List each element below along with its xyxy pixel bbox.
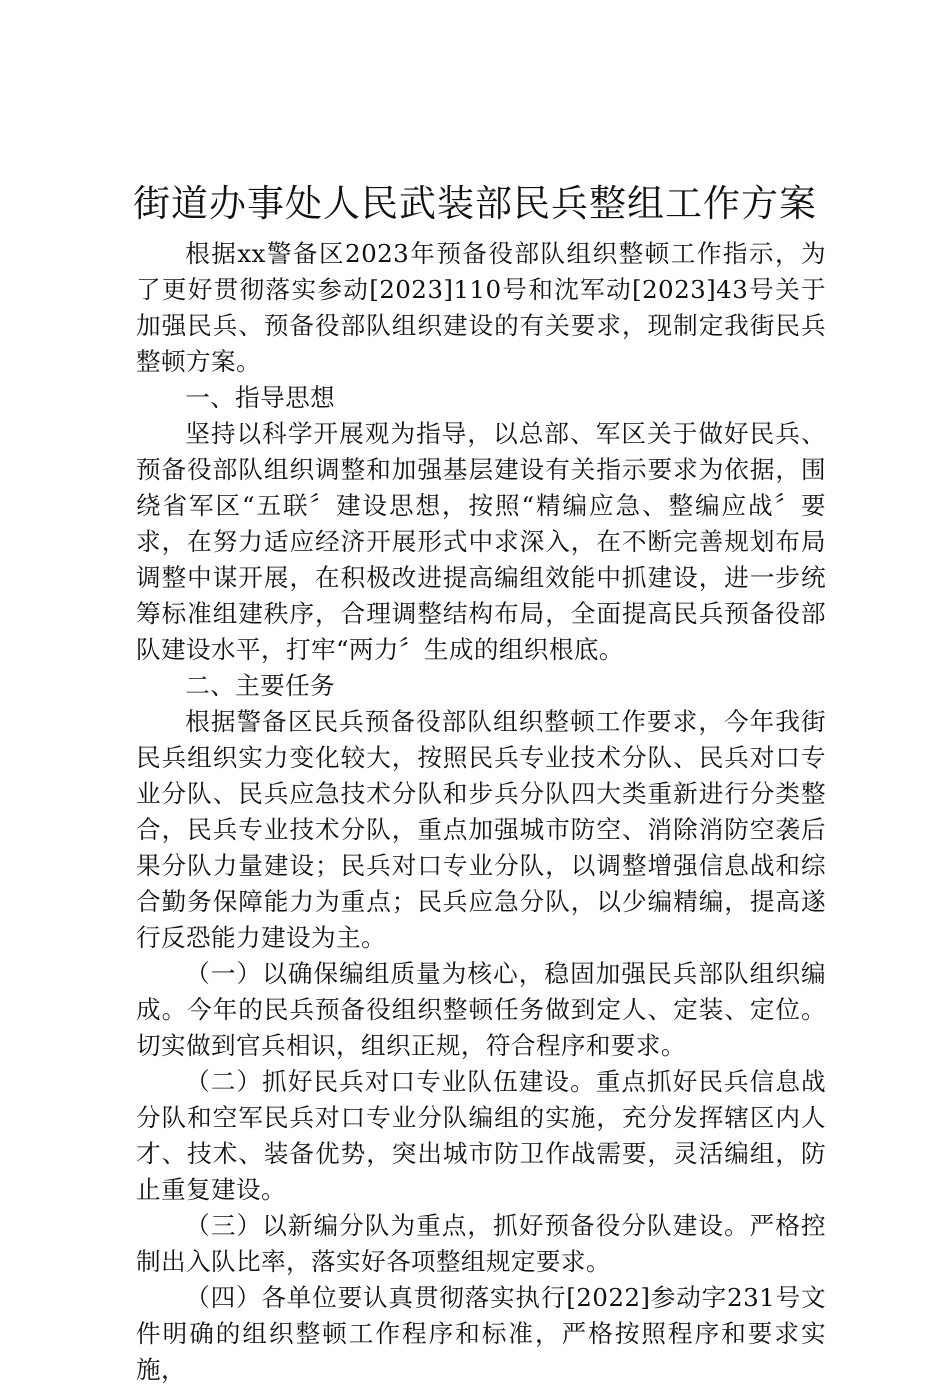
paragraph-task-2: （二）抓好民兵对口专业队伍建设。重点抓好民兵信息战分队和空军民兵对口专业分队编组的实施，充分发挥辖区内人才、技术、装备优势，突出城市防卫作战需要，灵活编组，防止重复建设。: [136, 1067, 826, 1204]
paragraph-intro: 根据xx警备区2023年预备役部队组织整顿工作指示，为了更好贯彻落实参动[2023]110号和沈军动[2023]43号关于加强民兵、预备役部队组织建设的有关要求，现制定我街民兵整顿方案。: [136, 239, 826, 376]
heading-main-tasks: 二、主要任务: [185, 671, 336, 700]
paragraph-task-3: （三）以新编分队为重点，抓好预备役分队建设。严格控制出入队比率，落实好各项整组规定要求。: [136, 1211, 826, 1276]
paragraph-guiding-ideology: 坚持以科学开展观为指导，以总部、军区关于做好民兵、预备役部队组织调整和加强基层建设有关指示要求为依据，围绕省军区“五联〞建设思想，按照“精编应急、整编应战〞要求，在努力适应经济开展形式中求深入，在不断完善规划布局调整中谋开展，在积极改进提高编组效能中抓建设，进一步统筹标准组建秩序，合理调整结构布局，全面提高民兵预备役部队建设水平，打牢“两力〞生成的组织根底。: [136, 419, 826, 664]
heading-guiding-ideology: 一、指导思想: [185, 383, 336, 412]
paragraph-main-tasks: 根据警备区民兵预备役部队组织整顿工作要求，今年我街民兵组织实力变化较大，按照民兵专业技术分队、民兵对口专业分队、民兵应急技术分队和步兵分队四大类重新进行分类整合，民兵专业技术分队，重点加强城市防空、消除消防空袭后果分队力量建设；民兵对口专业分队，以调整增强信息战和综合勤务保障能力为重点；民兵应急分队，以少编精编，提高遂行反恐能力建设为主。: [136, 707, 826, 952]
paragraph-task-1: （一）以确保编组质量为核心，稳固加强民兵部队组织编成。今年的民兵预备役组织整顿任务做到定人、定装、定位。切实做到官兵相识，组织正规，符合程序和要求。: [136, 959, 826, 1060]
document-title: 街道办事处人民武装部民兵整组工作方案: [133, 182, 817, 225]
paragraph-task-4: （四）各单位要认真贯彻落实执行[2022]参动字231号文件明确的组织整顿工作程序和标准，严格按照程序和要求实施，: [136, 1283, 826, 1384]
document-body: [136, 236, 826, 1388]
